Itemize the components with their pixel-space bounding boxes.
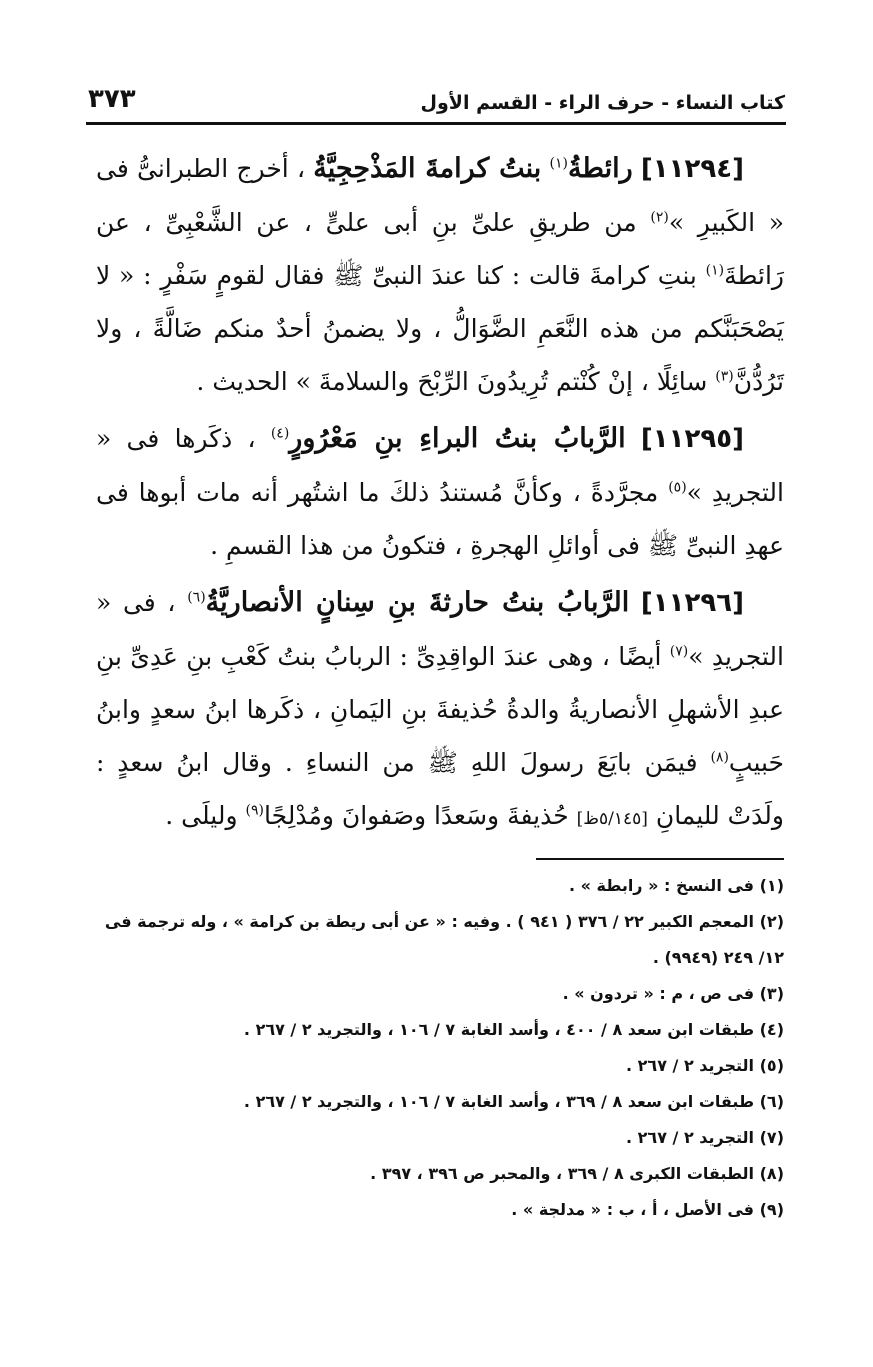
entry-text: بنتِ كرامةَ قالت : كنا عندَ النبىِّ ﷺ فقال لقومٍ سَفْرٍ : « لا يَصْحَبَنَّكم من هذه النَّعَمِ الضَّوَالُّ ، ولا يضمنُ أحدٌ منكم ضَالَّةً ، ولا تَرُدُّنَّ [96, 261, 784, 396]
footnote-4: (٤) طبقات ابن سعد ٨ / ٤٠٠ ، وأسد الغابة ٧ / ١٠٦ ، والتجريد ٢ / ٢٦٧ . [243, 1020, 784, 1039]
footnote-ref: (٣) [715, 368, 734, 385]
entry-text: ، أخرج الطبرانىُّ فى « الكَبيرِ » [96, 154, 784, 237]
entry-11295 [96, 412, 784, 572]
entry-text: أيضًا ، وهى عندَ الواقِدِىِّ : الربابُ بنتُ كَعْبِ بنِ عَدِىِّ بنِ عبدِ الأشهلِ الأنصاريةُ والدةُ حُذيفةَ بنِ اليَمانِ ، ذكَرها ابنُ سعدٍ وابنُ حَبيبٍ [96, 642, 784, 777]
main-text [96, 142, 784, 850]
footnote-ref: (٥) [668, 479, 687, 496]
footnote-rule [536, 858, 784, 860]
entry-11296 [96, 576, 784, 846]
footnote-3: (٣) فى ص ، م : « تردون » . [562, 984, 784, 1003]
header-rule [86, 122, 786, 125]
entry-text: وليلَى . [165, 801, 238, 830]
folio-marker: [٥/١٤٥ظ] [576, 809, 648, 829]
entry-11294 [96, 142, 784, 408]
running-head [88, 78, 785, 114]
footnote-2: (٢) المعجم الكبير ٢٢ / ٣٧٦ ( ٩٤١ ) . وفيه : « عن أبى ريطة بن كرامة » ، وله ترجمة فى ١٢/ ٢٤٩ (٩٩٤٩) . [104, 912, 784, 967]
page-number: ٣٧٣ [88, 84, 136, 114]
entry-text: ، ذكَرها فى « التجريدِ » [96, 424, 784, 507]
entry-text: حُذيفةَ وسَعدًا وصَفوانَ ومُدْلِجًا [263, 801, 569, 830]
footnote-ref: (٢) [650, 209, 669, 226]
entry-text: سائِلًا ، إنْ كُنْتم تُرِيدُونَ الرِّبْحَ والسلامةَ » الحديث . [196, 367, 708, 396]
footnotes [92, 868, 784, 1228]
footnote-1: (١) فى النسخ : « رابطة » . [568, 876, 784, 895]
entry-name-rest: بنتُ كرامةَ المَذْحِجِيَّةُ [313, 153, 542, 184]
footnote-ref: (١) [705, 262, 725, 279]
entry-number: [١١٢٩٦] [640, 588, 745, 618]
footnote-9: (٩) فى الأصل ، أ ، ب : « مدلجة » . [511, 1200, 784, 1219]
footnote-ref: (٦) [187, 589, 206, 606]
footnote-ref: (٨) [710, 749, 729, 766]
footnote-7: (٧) التجريد ٢ / ٢٦٧ . [626, 1128, 784, 1147]
footnote-ref: (٤) [270, 425, 290, 442]
entry-name: الرَّبابُ بنتُ البراءِ بنِ مَعْرُورٍ [289, 423, 626, 454]
entry-name: الرَّبابُ بنتُ حارثةَ بنِ سِنانٍ الأنصاريَّةُ [205, 587, 630, 618]
entry-text: من طريقِ علىِّ بنِ أبى علىٍّ ، عن الشَّعْبِىِّ ، عن رَائطةَ [96, 208, 784, 290]
entry-text: فيمَن بايَعَ رسولَ اللهِ ﷺ من النساءِ . وقال ابنُ سعدٍ : ولَدَتْ لليمانِ [96, 748, 784, 830]
footnote-ref: (٩) [245, 802, 264, 819]
footnote-ref: (١) [549, 155, 568, 172]
footnote-ref: (٧) [669, 643, 689, 660]
footnote-5: (٥) التجريد ٢ / ٢٦٧ . [626, 1056, 784, 1075]
footnote-8: (٨) الطبقات الكبرى ٨ / ٣٦٩ ، والمحبر ص ٣٩٦ ، ٣٩٧ . [370, 1164, 784, 1183]
entry-text: ، فى « التجريدِ » [96, 588, 784, 671]
entry-name: رائطةُ [567, 153, 633, 184]
footnote-6: (٦) طبقات ابن سعد ٨ / ٣٦٩ ، وأسد الغابة ٧ / ١٠٦ ، والتجريد ٢ / ٢٦٧ . [243, 1092, 784, 1111]
entry-number: [١١٢٩٥] [640, 424, 745, 454]
entry-text: مجرَّدةً ، وكأنَّ مُستندُ ذلكَ ما اشتُهر أنه مات أبوها فى عهدِ النبىِّ ﷺ فى أوائلِ الهجرةِ ، فتكونُ من هذا القسمِ . [96, 478, 784, 560]
entry-number: [١١٢٩٤] [640, 154, 745, 184]
running-title: كتاب النساء - حرف الراء - القسم الأول [420, 92, 785, 114]
